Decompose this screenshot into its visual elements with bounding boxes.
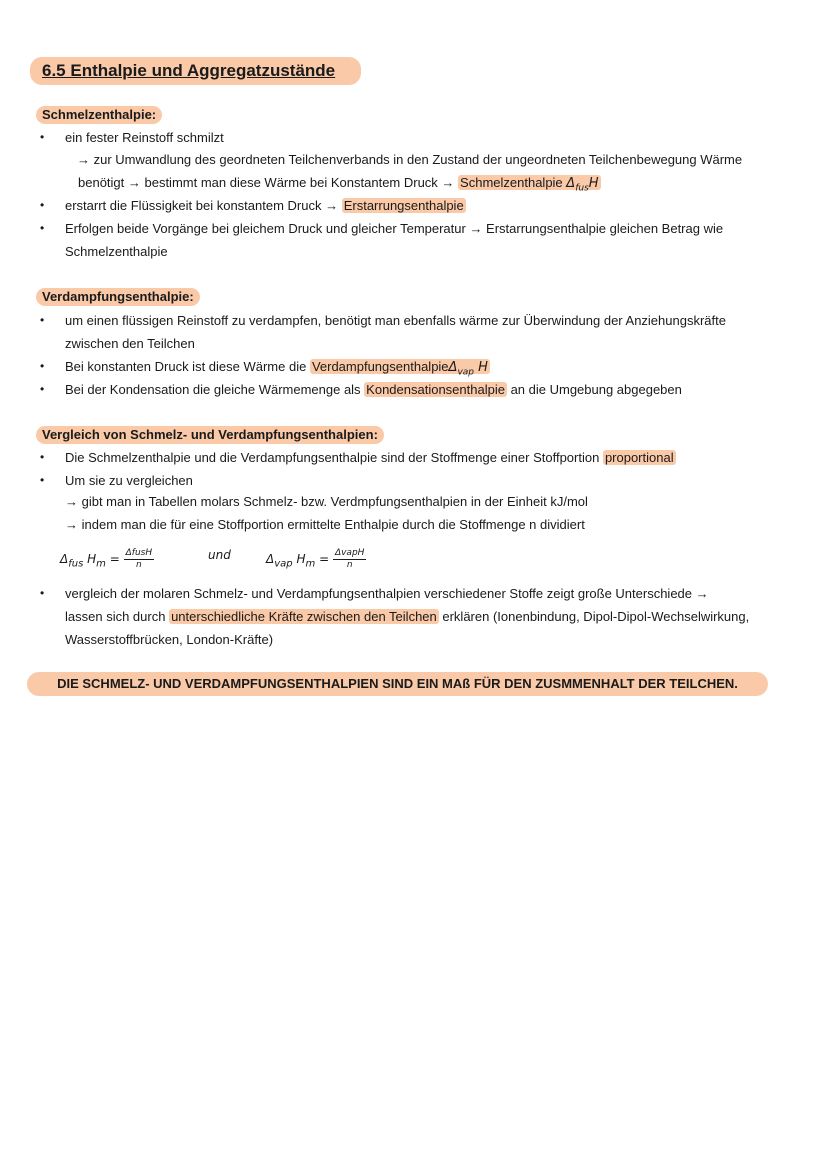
text-line: benötigt → bestimmt man diese Wärme bei Konstantem Druck → Schmelzenthalpie $\Delta_{fus}H$ [78, 175, 599, 194]
bullet: • [40, 221, 45, 235]
highlight-verdampfungsenthalpie: VerdampfungsenthalpieΔ$_{vap}$ H [311, 359, 488, 378]
highlight-proportional: proportional [604, 450, 674, 465]
text-line: → indem man die für eine Stoffportion ermittelte Enthalpie durch die Stoffmenge n dividiert [65, 517, 585, 532]
text-line: Die Schmelzenthalpie und die Verdampfungsenthalpie sind der Stoffmenge einer Stoffportion proportional [65, 450, 674, 465]
heading-schmelzenthalpie: Schmelzenthalpie: [36, 106, 162, 124]
text-line: um einen flüssigen Reinstoff zu verdampfen, benötigt man ebenfalls wärme zur Überwindung der Anziehungskräfte [65, 313, 726, 328]
highlight-kondensationsenthalpie: Kondensationsenthalpie [366, 382, 505, 397]
text-line: Bei konstanten Druck ist diese Wärme die VerdampfungsenthalpieΔ$_{vap}$ H [65, 359, 488, 378]
bullet: • [40, 359, 45, 373]
text-line: ein fester Reinstoff schmilzt [65, 130, 224, 145]
text-line: Wasserstoffbrücken, London-Kräfte) [65, 632, 274, 647]
text-line: Erfolgen beide Vorgänge bei gleichem Druck und gleicher Temperatur → Erstarrungsenthalpie gleichen Betrag wie [65, 221, 724, 236]
text-line: → zur Umwandlung des geordneten Teilchenverbands in den Zustand der ungeordneten Teilchenbewegung Wärme [77, 152, 743, 167]
text-line: Um sie zu vergleichen [65, 473, 193, 488]
formula-vap: $\Delta_{vap}$ $H_m$ = $\frac{\text{ΔvapH}}{n}$ [266, 548, 365, 570]
text-line: Schmelzenthalpie [65, 244, 168, 259]
bullet: • [40, 473, 45, 487]
fraction: $\frac{\text{ΔvapH}}{n}$ [334, 548, 365, 570]
text-line: → gibt man in Tabellen molars Schmelz- bzw. Verdmpfungsenthalpien in der Einheit kJ/mol [65, 494, 588, 509]
bullet: • [40, 450, 45, 464]
bullet: • [40, 198, 45, 212]
text-line: erstarrt die Flüssigkeit bei konstantem Druck → Erstarrungsenthalpie [65, 198, 464, 213]
text-line: vergleich der molaren Schmelz- und Verdampfungsenthalpien verschiedener Stoffe zeigt große Unterschiede → [65, 586, 709, 601]
page-title: 6.5 Enthalpie und Aggregatzustände [30, 57, 361, 85]
highlight-schmelzenthalpie: Schmelzenthalpie $\Delta_{fus}H$ [460, 175, 599, 194]
fraction: $\frac{\text{ΔfusH}}{n}$ [125, 548, 153, 570]
summary-banner: DIE SCHMELZ- UND VERDAMPFUNGSENTHALPIEN SIND EIN MAß FÜR DEN ZUSMMENHALT DER TEILCHEN. [27, 672, 768, 696]
text-line: lassen sich durch unterschiedliche Kräfte zwischen den Teilchen erklären (Ionenbindung, Dipol-Dipol-Wechselwirkung, [65, 609, 750, 624]
highlight-kraefte: unterschiedliche Kräfte zwischen den Teilchen [171, 609, 437, 624]
bullet: • [40, 382, 45, 396]
highlight-erstarrungsenthalpie: Erstarrungsenthalpie [343, 198, 464, 213]
text-line: zwischen den Teilchen [65, 336, 195, 351]
formula-fus: $\Delta_{fus}$ $H_m$ = $\frac{\text{ΔfusH}}{n}$ [60, 548, 153, 570]
bullet: • [40, 586, 45, 600]
formula-und: und [208, 548, 231, 562]
bullet: • [40, 130, 45, 144]
heading-vergleich: Vergleich von Schmelz- und Verdampfungsenthalpien: [36, 426, 384, 444]
text-line: Bei der Kondensation die gleiche Wärmemenge als Kondensationsenthalpie an die Umgebung abgegeben [65, 382, 682, 397]
bullet: • [40, 313, 45, 327]
heading-verdampfungsenthalpie: Verdampfungsenthalpie: [36, 288, 200, 306]
